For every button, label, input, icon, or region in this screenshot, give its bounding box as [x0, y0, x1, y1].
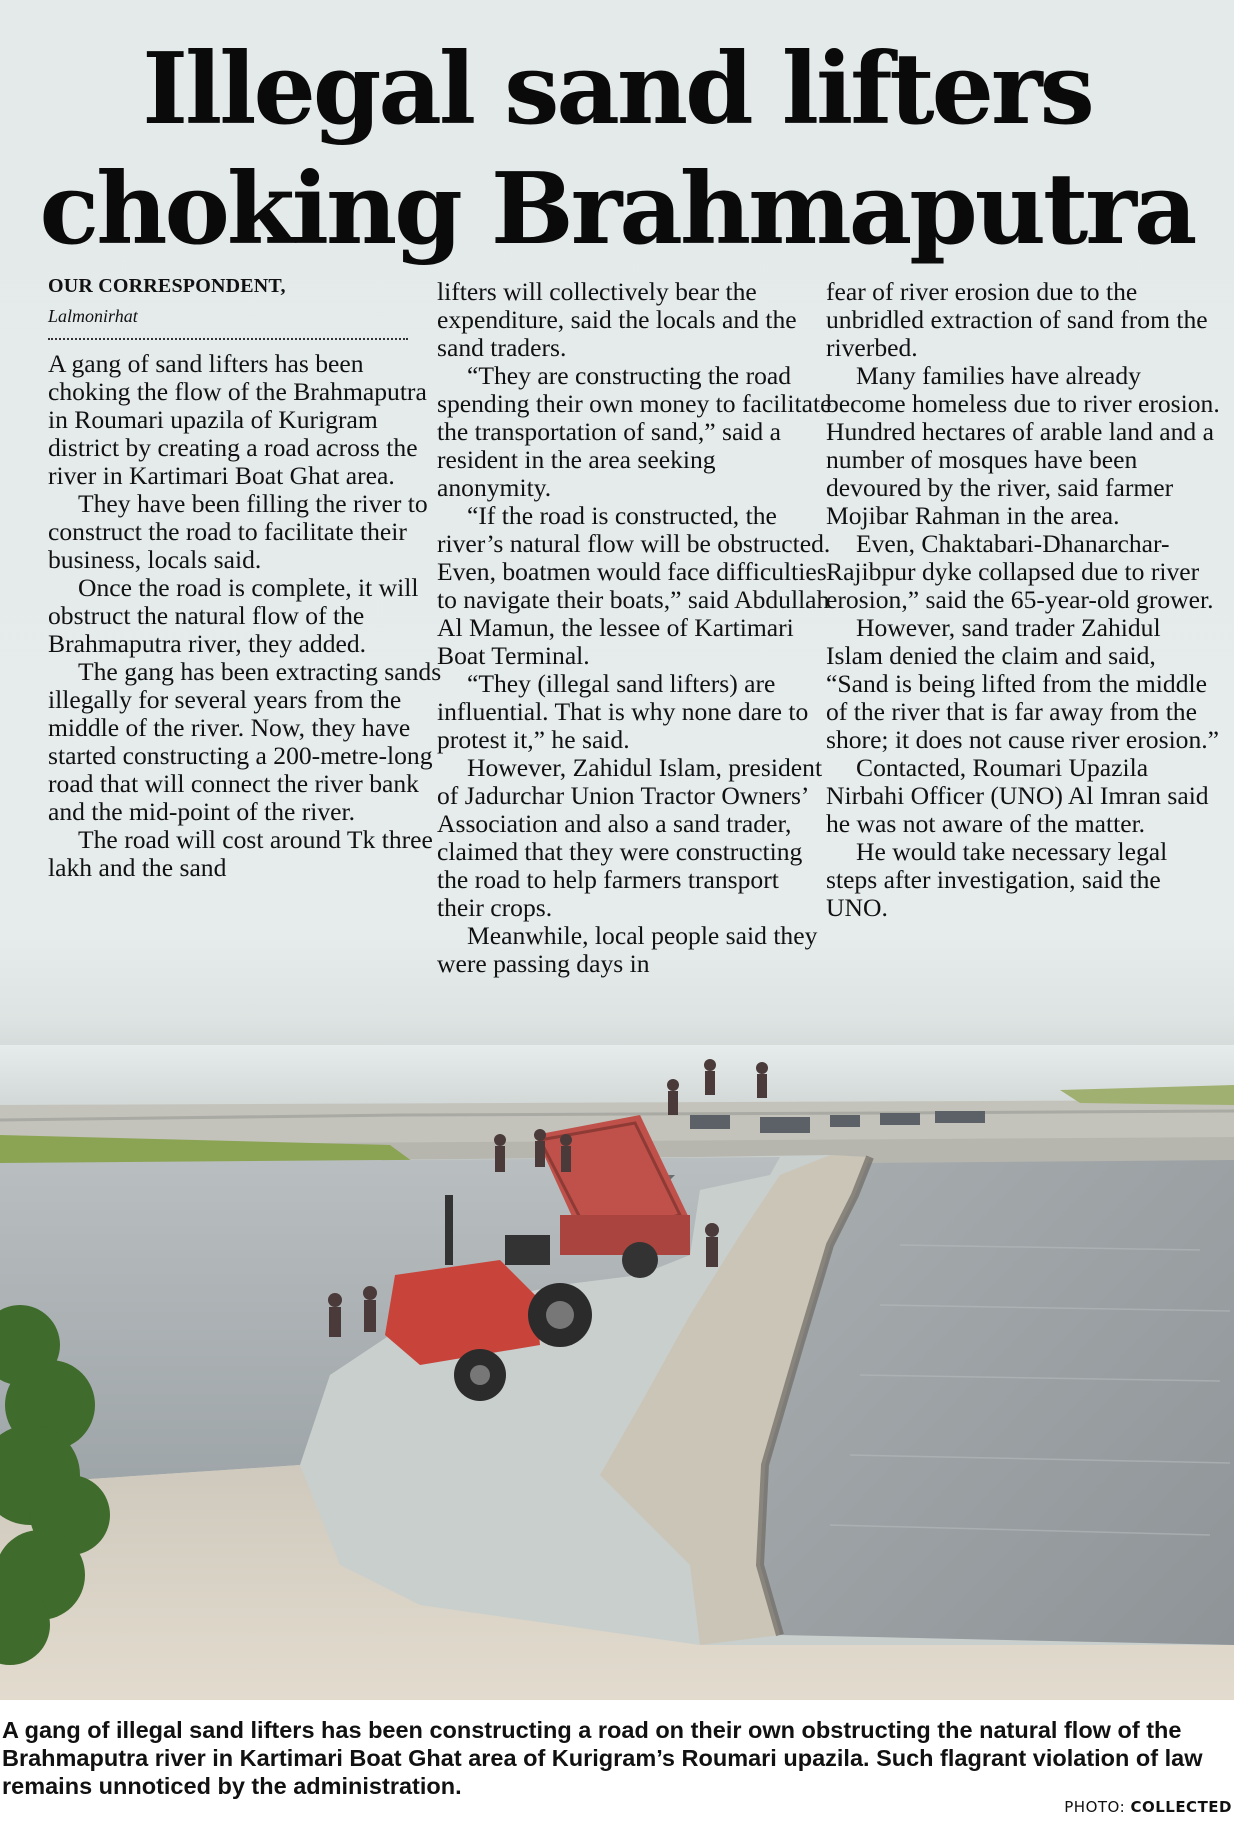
headline-line-1: Illegal sand lifters	[142, 32, 1092, 147]
byline-location: Lalmonirhat	[48, 306, 138, 326]
paragraph: lifters will collectively bear the expenditure, said the locals and the sand traders.	[437, 277, 797, 362]
photo-credit-source: COLLECTED	[1130, 1798, 1232, 1816]
article-column-1	[48, 272, 443, 882]
news-photo	[0, 1045, 1234, 1700]
paragraph: Many families have already become homeless due to river erosion. Hundred hectares of arable land and a number of mosques have been devoured by the river, said farmer Mojibar Rahman in the area.	[826, 361, 1220, 530]
paragraph: However, Zahidul Islam, president of Jadurchar Union Tractor Owners’ Association and also a sand trader, claimed that they were constructing the road to help farmers transport their crops.	[437, 753, 823, 922]
paragraph: “They are constructing the road spending their own money to facilitate the transportation of sand,” said a resident in the area seeking anonymity.	[437, 361, 832, 502]
paragraph: The gang has been extracting sands illegally for several years from the middle of the river. Now, they have started constructing a 200-metre-long road that will connect the river bank and the mid-point of the river.	[48, 657, 442, 826]
byline-divider	[48, 338, 408, 340]
photo-caption: A gang of illegal sand lifters has been constructing a road on their own obstructing the natural flow of the Brahmaputra river in Kartimari Boat Ghat area of Kurigram’s Roumari upazila. Such flagrant violation of law remains unnoticed by the administration.	[2, 1717, 1203, 1799]
paragraph: The road will cost around Tk three lakh and the sand	[48, 825, 433, 882]
paragraph: fear of river erosion due to the unbridled extraction of sand from the riverbed.	[826, 277, 1208, 362]
paragraph: “If the road is constructed, the river’s natural flow will be obstructed. Even, boatmen would face difficulties to navigate their boats,” said Abdullah Al Mamun, the lessee of Kartimari Boat Terminal.	[437, 501, 831, 670]
river-scene-illustration	[0, 1045, 1234, 1700]
paragraph: Even, Chaktabari-Dhanarchar-Rajibpur dyke collapsed due to river erosion,” said the 65-year-old grower.	[826, 529, 1214, 614]
article-column-2	[437, 278, 832, 978]
photo-credit-prefix: PHOTO:	[1064, 1798, 1131, 1816]
headline	[0, 30, 1234, 270]
paragraph: Once the road is complete, it will obstruct the natural flow of the Brahmaputra river, they added.	[48, 573, 419, 658]
byline-author: OUR CORRESPONDENT,	[48, 275, 286, 297]
paragraph: However, sand trader Zahidul Islam denied the claim and said, “Sand is being lifted from the middle of the river that is far away from the shore; it does not cause river erosion.”	[826, 613, 1220, 754]
paragraph: They have been filling the river to construct the road to facilitate their business, locals said.	[48, 489, 428, 574]
paragraph: He would take necessary legal steps after investigation, said the UNO.	[826, 837, 1168, 922]
paragraph: Meanwhile, local people said they were passing days in	[437, 921, 818, 978]
photo-caption-area	[0, 1700, 1234, 1828]
article-column-3	[826, 278, 1221, 922]
photo-credit	[1064, 1798, 1232, 1816]
paragraph: A gang of sand lifters has been choking the flow of the Brahmaputra in Roumari upazila of Kurigram district by creating a road across the river in Kartimari Boat Ghat area.	[48, 349, 427, 490]
paragraph: “They (illegal sand lifters) are influential. That is why none dare to protest it,” he said.	[437, 669, 809, 754]
paragraph: Contacted, Roumari Upazila Nirbahi Officer (UNO) Al Imran said he was not aware of the matter.	[826, 753, 1209, 838]
headline-line-2: choking Brahmaputra	[39, 152, 1195, 267]
